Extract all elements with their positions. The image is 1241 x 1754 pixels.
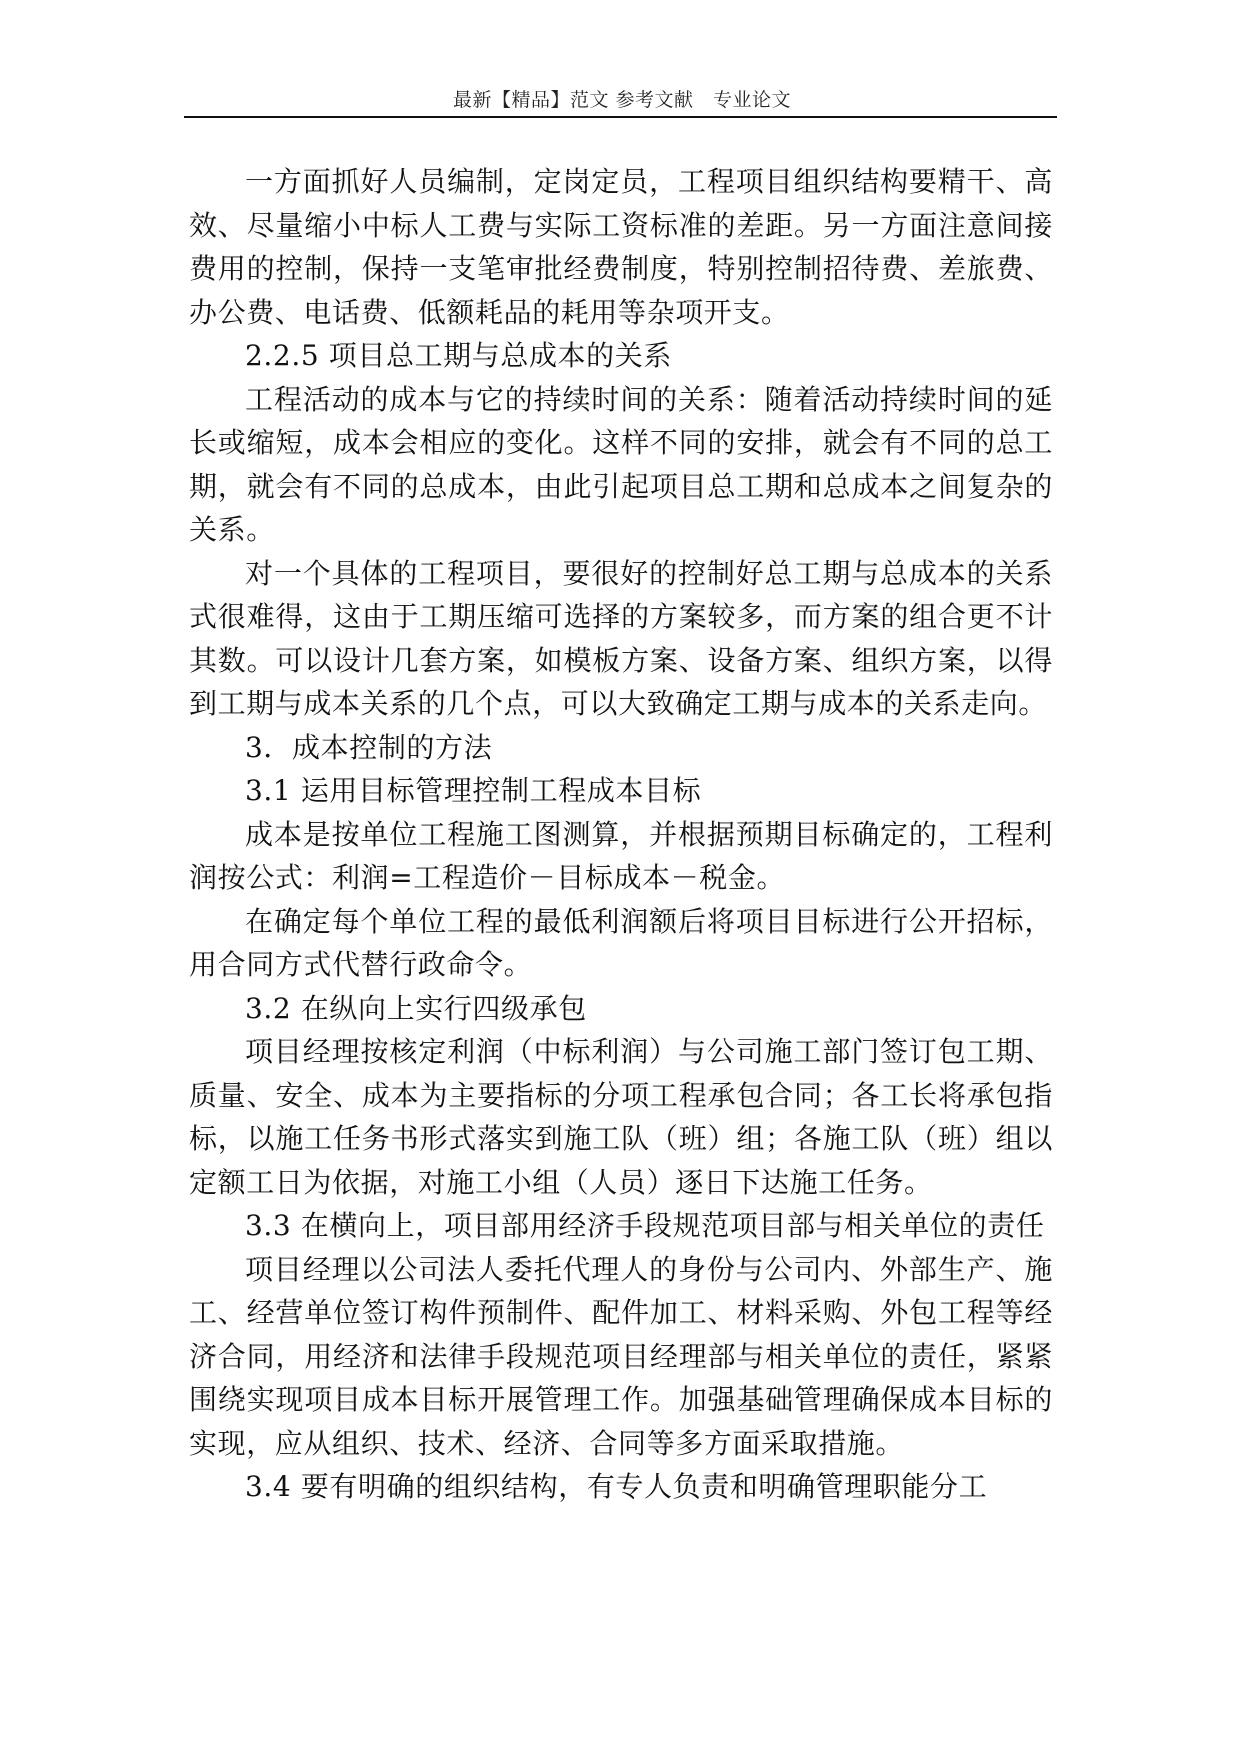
section-heading-3-2: 3.2 在纵向上实行四级承包	[245, 991, 587, 1025]
paragraph-economic-contracts: 项目经理以公司法人委托代理人的身份与公司内、外部生产、施工、经营单位签订构件预制件、配件加工、材料采购、外包工程等经济合同，用经济和法律手段规范项目经理部与相关单位的责任，紧紧围绕实现项目成本目标开展管理工作。加强基础管理确保成本目标的实现，应从组织、技术、经济、合同等多方面采取措施。	[189, 1252, 1053, 1460]
section-heading-3: 3．成本控制的方法	[245, 730, 493, 764]
section-heading-3-1: 3.1 运用目标管理控制工程成本目标	[245, 774, 702, 807]
paragraph-schedule-options: 对一个具体的工程项目，要很好的控制好总工期与总成本的关系式很难得，这由于工期压缩可选择的方案较多，而方案的组合更不计其数。可以设计几套方案，如模板方案、设备方案、组织方案，以得到工期与成本关系的几个点，可以大致确定工期与成本的关系走向。	[189, 556, 1053, 720]
section-heading-3-4: 3.4 要有明确的组织结构，有专人负责和明确管理职能分工	[245, 1470, 988, 1503]
header-divider	[184, 116, 1057, 118]
section-heading-3-3: 3.3 在横向上，项目部用经济手段规范项目部与相关单位的责任	[245, 1209, 1045, 1242]
document-body	[189, 160, 1053, 1509]
paragraph-indirect-costs: 一方面抓好人员编制，定岗定员，工程项目组织结构要精干、高效、尽量缩小中标人工费与实际工资标准的差距。另一方面注意间接费用的控制，保持一支笔审批经费制度，特别控制招待费、差旅费、办公费、电话费、低额耗品的耗用等杂项开支。	[189, 165, 1053, 329]
section-heading-2-2-5: 2.2.5 项目总工期与总成本的关系	[245, 339, 672, 372]
paragraph-profit-formula: 成本是按单位工程施工图测算，并根据预期目标确定的，工程利润按公式：利润=工程造价－目标成本－税金。	[189, 817, 1053, 894]
paragraph-duration-cost: 工程活动的成本与它的持续时间的关系：随着活动持续时间的延长或缩短，成本会相应的变化。这样不同的安排，就会有不同的总工期，就会有不同的总成本，由此引起项目总工期和总成本之间复杂的关系。	[189, 382, 1053, 546]
paragraph-four-level-contracting: 项目经理按核定利润（中标利润）与公司施工部门签订包工期、质量、安全、成本为主要指标的分项工程承包合同；各工长将承包指标，以施工任务书形式落实到施工队（班）组；各施工队（班）组以定额工日为依据，对施工小组（人员）逐日下达施工任务。	[189, 1035, 1053, 1199]
page-header: 最新【精品】范文 参考文献 专业论文	[452, 89, 792, 111]
paragraph-tendering: 在确定每个单位工程的最低利润额后将项目目标进行公开招标，用合同方式代替行政命令。	[189, 904, 1053, 981]
